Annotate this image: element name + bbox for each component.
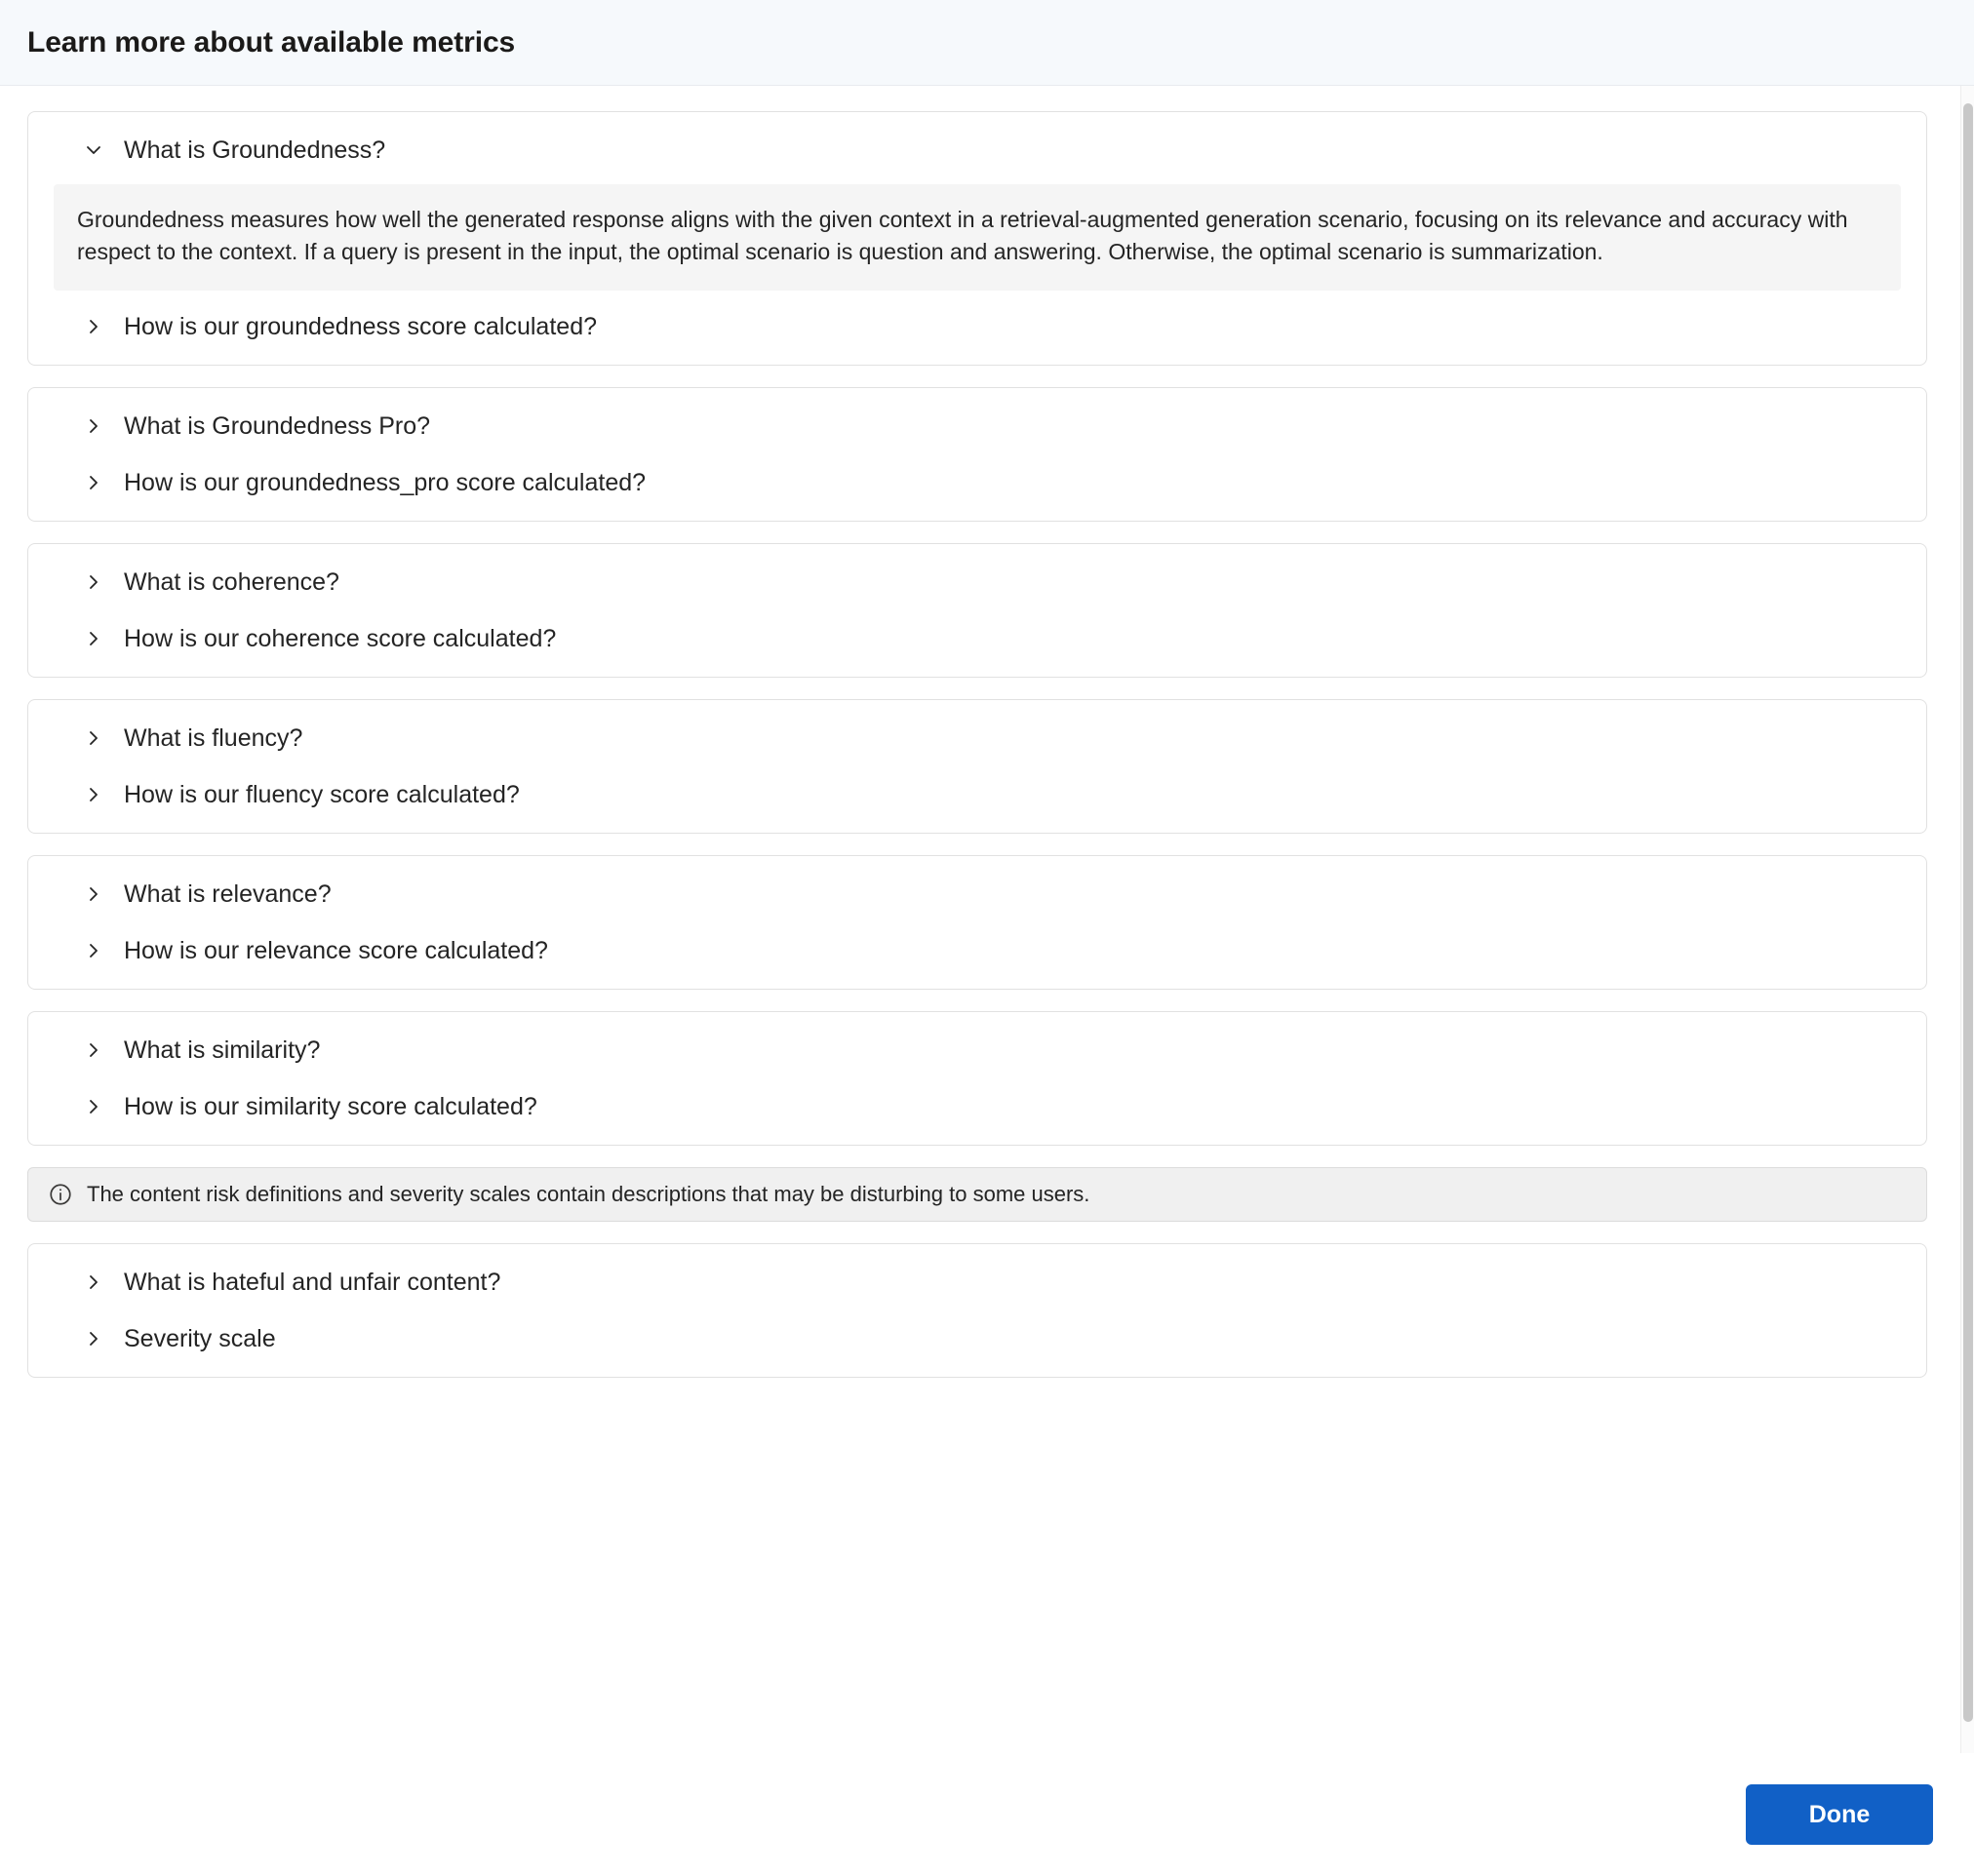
info-circle-icon	[48, 1182, 73, 1207]
chevron-right-icon	[83, 1271, 104, 1293]
done-button[interactable]: Done	[1746, 1784, 1933, 1845]
dialog-body	[0, 86, 1974, 1753]
accordion-item-similarity-score[interactable]	[28, 1078, 1926, 1135]
chevron-right-icon	[83, 883, 104, 905]
accordion-item-label: What is fluency?	[124, 723, 303, 752]
chevron-right-icon	[83, 1039, 104, 1061]
accordion-item-what-is-similarity[interactable]	[28, 1022, 1926, 1078]
accordion-item-label: How is our coherence score calculated?	[124, 624, 557, 652]
accordion-group-relevance	[27, 855, 1927, 990]
accordion-item-what-is-groundedness-pro[interactable]	[28, 398, 1926, 454]
scrollbar-thumb[interactable]	[1963, 103, 1973, 1722]
chevron-down-icon	[83, 139, 104, 161]
accordion-item-what-is-relevance[interactable]	[28, 866, 1926, 922]
accordion-item-relevance-score[interactable]	[28, 922, 1926, 979]
accordion-item-label: Severity scale	[124, 1324, 276, 1352]
accordion-item-coherence-score[interactable]	[28, 610, 1926, 667]
accordion-group-groundedness-pro	[27, 387, 1927, 522]
chevron-right-icon	[83, 727, 104, 749]
dialog-footer	[0, 1753, 1974, 1876]
accordion-item-label: How is our similarity score calculated?	[124, 1092, 537, 1120]
accordion-group-groundedness	[27, 111, 1927, 366]
chevron-right-icon	[83, 472, 104, 493]
dialog-header	[0, 0, 1974, 86]
accordion-item-label: What is Groundedness Pro?	[124, 411, 431, 440]
accordion-item-groundedness-pro-score[interactable]	[28, 454, 1926, 511]
accordion-group-coherence	[27, 543, 1927, 678]
accordion-item-label: What is hateful and unfair content?	[124, 1268, 501, 1296]
accordion-item-groundedness-score[interactable]	[28, 298, 1926, 355]
content-risk-notice	[27, 1167, 1927, 1222]
scrollbar-track[interactable]	[1960, 86, 1974, 1753]
accordion-item-what-is-coherence[interactable]	[28, 554, 1926, 610]
chevron-right-icon	[83, 784, 104, 805]
chevron-right-icon	[83, 571, 104, 593]
accordion-answer-text: Groundedness measures how well the generated response aligns with the given context in a retrieval-augmented generation scenario, focusing on its relevance and accuracy with respect to the context. If a query is present in the input, the optimal scenario is question and answering. Otherwise, the optimal scenario is summarization.	[77, 207, 1848, 265]
accordion-group-fluency	[27, 699, 1927, 834]
accordion-group-similarity	[27, 1011, 1927, 1146]
scroll-area	[27, 111, 1945, 1753]
content-risk-notice-text: The content risk definitions and severity scales contain descriptions that may be disturbing to some users.	[87, 1181, 1090, 1206]
accordion-item-severity-scale[interactable]	[28, 1310, 1926, 1367]
accordion-item-label: How is our relevance score calculated?	[124, 936, 548, 964]
accordion-item-what-is-groundedness[interactable]	[28, 122, 1926, 178]
accordion-group-content-risk	[27, 1243, 1927, 1378]
page-title: Learn more about available metrics	[27, 25, 516, 59]
accordion-item-what-is-fluency[interactable]	[28, 710, 1926, 766]
chevron-right-icon	[83, 1328, 104, 1349]
accordion-item-label: What is Groundedness?	[124, 137, 386, 164]
accordion-item-hateful-unfair-content[interactable]	[28, 1254, 1926, 1310]
accordion-item-label: What is coherence?	[124, 567, 339, 596]
accordion-item-label: How is our fluency score calculated?	[124, 780, 520, 808]
accordion-answer-groundedness	[54, 184, 1901, 291]
chevron-right-icon	[83, 316, 104, 337]
accordion-item-fluency-score[interactable]	[28, 766, 1926, 823]
chevron-right-icon	[83, 415, 104, 437]
chevron-right-icon	[83, 628, 104, 649]
accordion-item-label: What is similarity?	[124, 1036, 321, 1064]
accordion-item-label: How is our groundedness score calculated?	[124, 312, 597, 340]
accordion-item-label: What is relevance?	[124, 879, 332, 908]
chevron-right-icon	[83, 1096, 104, 1117]
chevron-right-icon	[83, 940, 104, 961]
accordion-item-label: How is our groundedness_pro score calculated?	[124, 468, 647, 496]
